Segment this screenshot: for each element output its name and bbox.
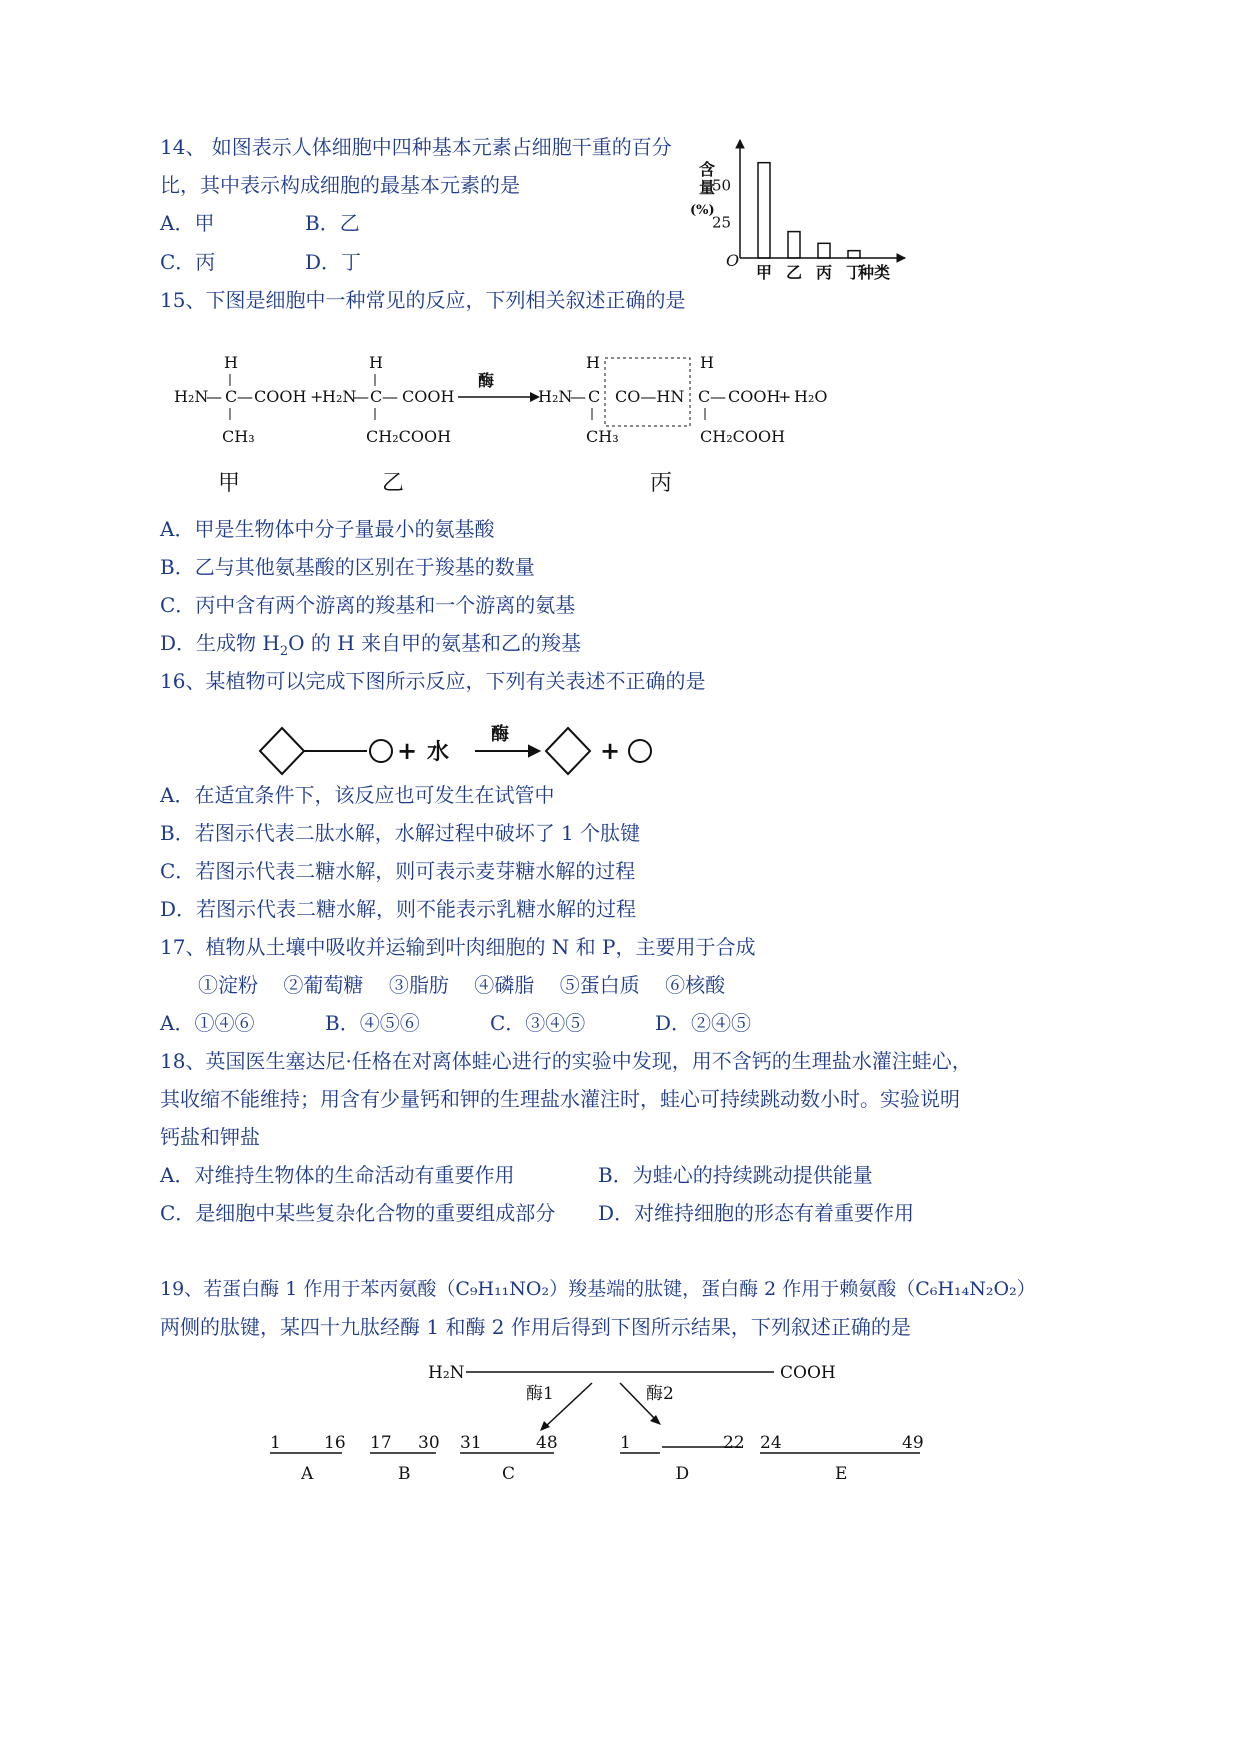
fragment-label: A: [301, 1464, 314, 1484]
fragment-start-label: 24: [760, 1433, 782, 1453]
fragment-start-label: 1: [270, 1433, 281, 1453]
y-tick-label: 25: [712, 213, 732, 232]
enzyme2-label: 酶2: [646, 1384, 674, 1404]
fragment-end-label: 16: [324, 1433, 346, 1453]
q17-option-b: B．④⑤⑥: [325, 1011, 420, 1035]
q16-hydrolysis-diagram: [255, 722, 675, 782]
x-axis-label: 种类: [858, 263, 891, 282]
yi-dash-right: —: [382, 387, 398, 406]
q14-stem-line1: 14、 如图表示人体细胞中四种基本元素占细胞干重的百分: [160, 135, 672, 159]
plus-2: +: [600, 736, 621, 765]
enzyme1-arrow-head: [540, 1421, 550, 1431]
fragment-end-label: 30: [418, 1433, 440, 1453]
x-axis-arrow: [897, 254, 905, 262]
fragment-end-label: 22: [723, 1433, 745, 1453]
fragment-label: B: [398, 1464, 411, 1484]
q16-stem: 16、某植物可以完成下图所示反应，下列有关表述不正确的是: [160, 669, 706, 693]
q19-stem-line1: 19、若蛋白酶 1 作用于苯丙氨酸（C₉H₁₁NO₂）羧基端的肽键，蛋白酶 2 作用于赖氨酸（C₆H₁₄N₂O₂）: [160, 1278, 1036, 1300]
y-axis-label: (%): [690, 203, 715, 218]
jia-dash-right: —: [237, 387, 253, 406]
q17-option-a: A．①④⑥: [160, 1011, 255, 1035]
bar-丙: [818, 243, 830, 258]
y-axis-arrow: [736, 140, 744, 148]
y-axis-label: 量: [699, 178, 716, 197]
q17-option-c: C．③④⑤: [490, 1011, 586, 1035]
fragment-end-label: 48: [536, 1433, 558, 1453]
diamond-product: [546, 728, 590, 774]
q15-option-b: B．乙与其他氨基酸的区别在于羧基的数量: [160, 555, 535, 579]
fragment-label: D: [675, 1464, 690, 1484]
bing-h-left: H: [586, 353, 600, 372]
yi-h: H: [369, 353, 383, 372]
origin-label: O: [726, 251, 740, 270]
q18-stem-line1: 18、英国医生塞达尼·任格在对离体蛙心进行的实验中发现，用不含钙的生理盐水灌注蛙心，: [160, 1049, 972, 1073]
y-axis-label: 含: [699, 160, 716, 179]
jia-ch3: CH₃: [222, 427, 255, 446]
jia-dash-left: —: [206, 387, 222, 406]
q19-stem-line2: 两侧的肽键，某四十九肽经酶 1 和酶 2 作用后得到下图所示结果，下列叙述正确的是: [160, 1315, 911, 1339]
q15-option-d-sub: 2: [279, 644, 289, 659]
q18-stem-line3: 钙盐和钾盐: [160, 1125, 260, 1149]
q14-stem-line2: 比，其中表示构成细胞的最基本元素的是: [160, 173, 520, 197]
plus-2: +: [778, 387, 792, 406]
q15-option-c: C．丙中含有两个游离的羧基和一个游离的氨基: [160, 593, 576, 617]
q18-option-b: B．为蛙心的持续跳动提供能量: [598, 1163, 873, 1187]
fragment-start-label: 31: [460, 1433, 482, 1453]
bing-dash-2: —: [710, 387, 726, 406]
fragment-label: E: [835, 1464, 848, 1484]
fragment-end-label: 49: [902, 1433, 924, 1453]
circle-product: [629, 740, 651, 762]
bing-ch2cooh: CH₂COOH: [700, 427, 786, 446]
water-label: 水: [427, 739, 450, 765]
q14-option-b: B．乙: [305, 211, 360, 235]
x-tick-label: 甲: [756, 263, 773, 282]
fragment-label: C: [502, 1464, 516, 1484]
q15-option-d: [160, 630, 581, 665]
fragment-start-label: 1: [620, 1433, 631, 1453]
bing-co-hn: CO—HN: [615, 387, 685, 406]
label-bing: 丙: [650, 471, 673, 496]
q19-peptide-diagram: [260, 1355, 940, 1490]
yi-c: C: [370, 387, 383, 406]
q15-stem: 15、下图是细胞中一种常见的反应，下列相关叙述正确的是: [160, 288, 686, 312]
jia-h2n: H₂N: [174, 387, 209, 406]
q14-bar-chart: [690, 130, 920, 290]
q15-option-a: A．甲是生物体中分子量最小的氨基酸: [160, 517, 495, 541]
x-tick-label: 丁: [846, 263, 863, 282]
q15-reaction-diagram: [160, 340, 860, 510]
q16-option-b: B．若图示代表二肽水解，水解过程中破坏了 1 个肽键: [160, 821, 641, 845]
bing-dash-1: —: [570, 387, 586, 406]
bing-c-right: C: [698, 387, 711, 406]
q18-stem-line2: 其收缩不能维持；用含有少量钙和钾的生理盐水灌注时，蛙心可持续跳动数小时。实验说明: [160, 1087, 960, 1111]
bar-乙: [788, 232, 800, 258]
diamond-shape: [260, 728, 304, 774]
yi-dash-left: —: [353, 387, 369, 406]
chain-h2n: H₂N: [428, 1363, 465, 1383]
bar-甲: [758, 163, 770, 258]
label-jia: 甲: [218, 471, 241, 496]
enzyme1-label: 酶1: [526, 1384, 554, 1404]
q17-stem: 17、植物从土壤中吸收并运输到叶肉细胞的 N 和 P，主要用于合成: [160, 935, 756, 959]
q16-option-a: A．在适宜条件下，该反应也可发生在试管中: [160, 783, 555, 807]
jia-c: C: [225, 387, 238, 406]
yi-cooh: COOH: [402, 387, 455, 406]
bing-h2n: H₂N: [538, 387, 573, 406]
q17-option-d: D．②④⑤: [655, 1011, 752, 1035]
q16-option-d: D．若图示代表二糖水解，则不能表示乳糖水解的过程: [160, 897, 637, 921]
q17-items: ①淀粉 ②葡萄糖 ③脂肪 ④磷脂 ⑤蛋白质 ⑥核酸: [198, 973, 726, 997]
bing-cooh: COOH: [728, 387, 781, 406]
yi-h2n: H₂N: [322, 387, 357, 406]
q15-option-d-post: O 的 H 来自甲的氨基和乙的羧基: [288, 631, 582, 655]
q14-option-c: C．丙: [160, 250, 216, 274]
q16-option-c: C．若图示代表二糖水解，则可表示麦芽糖水解的过程: [160, 859, 636, 883]
circle-shape: [370, 740, 392, 762]
plus-1: +: [397, 736, 418, 765]
q18-option-a: A．对维持生物体的生命活动有重要作用: [160, 1163, 515, 1187]
y-tick-label: 50: [712, 176, 732, 195]
x-tick-label: 乙: [786, 263, 803, 282]
plus-1: +: [310, 387, 324, 406]
q18-option-d: D．对维持细胞的形态有着重要作用: [598, 1201, 915, 1225]
chain-cooh: COOH: [780, 1363, 836, 1383]
label-yi: 乙: [382, 471, 405, 496]
q18-option-c: C．是细胞中某些复杂化合物的重要组成部分: [160, 1201, 556, 1225]
bing-c-left: C: [588, 387, 601, 406]
water-product: H₂O: [794, 387, 828, 406]
q15-option-d-pre: D．生成物 H: [160, 631, 280, 655]
fragment-start-label: 17: [370, 1433, 392, 1453]
jia-cooh: COOH: [254, 387, 307, 406]
enzyme-label: 酶: [491, 724, 509, 745]
enzyme-label: 酶: [478, 371, 495, 390]
bing-ch3: CH₃: [586, 427, 619, 446]
q14-option-a: A．甲: [160, 211, 215, 235]
bing-h-right: H: [700, 353, 714, 372]
q14-option-d: D．丁: [305, 250, 362, 274]
bar-丁: [848, 251, 860, 258]
x-tick-label: 丙: [816, 263, 833, 282]
jia-h: H: [224, 353, 238, 372]
yi-ch2cooh: CH₂COOH: [366, 427, 452, 446]
reaction-arrow-head: [529, 746, 539, 756]
